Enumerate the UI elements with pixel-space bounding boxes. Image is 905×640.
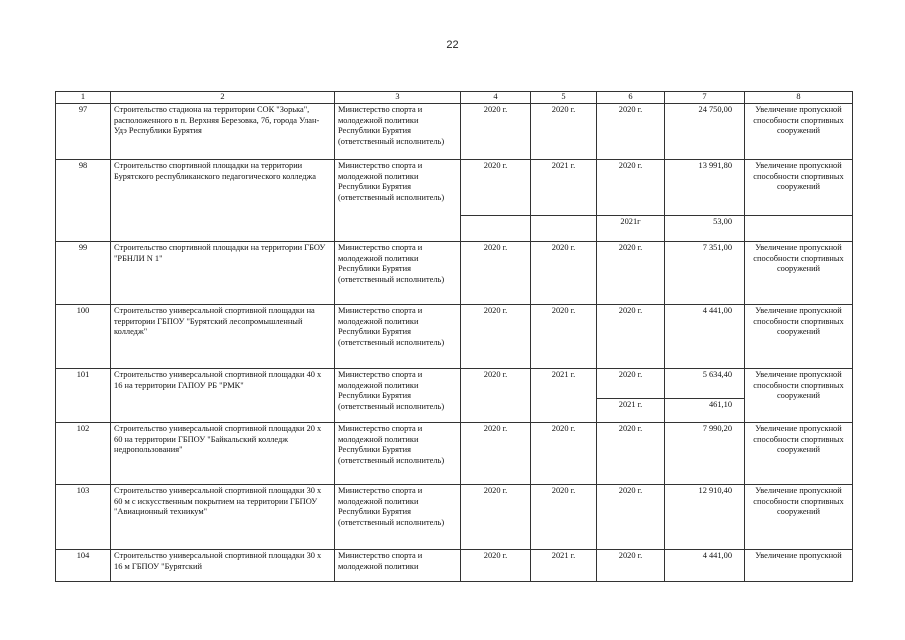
row-number: 98 [56,160,111,242]
funding-year: 2021г [597,216,665,242]
project-name: Строительство стадиона на территории СОК "Зорька", расположенного в п. Верхняя Березовка, 7б, города Улан-Удэ Республики Бурятия [111,104,335,160]
table-row [56,369,853,399]
row-number: 103 [56,485,111,550]
project-name: Строительство универсальной спортивной площадки 30 х 60 м с искусственным покрытием на территории ГБПОУ "Авиационный техникум" [111,485,335,550]
expected-result-empty [745,216,853,242]
header-col-2: 2 [111,92,335,104]
project-name: Строительство универсальной спортивной площадки 40 х 16 на территории ГАПОУ РБ "РМК" [111,369,335,423]
table-row [56,485,853,550]
end-year: 2020 г. [531,305,597,369]
expected-result: Увеличение пропускной [745,550,853,582]
executor: Министерство спорта и молодежной политики Республики Бурятия (ответственный исполнитель) [335,242,461,305]
funding-amount: 4 441,00 [665,305,745,369]
executor: Министерство спорта и молодежной политики Республики Бурятия (ответственный исполнитель) [335,369,461,423]
funding-year: 2020 г. [597,369,665,399]
funding-amount: 5 634,40 [665,369,745,399]
row-number: 102 [56,423,111,485]
header-col-1: 1 [56,92,111,104]
table-row [56,423,853,485]
row-number: 101 [56,369,111,423]
table-row [56,242,853,305]
program-table [55,91,853,582]
end-year: 2020 г. [531,242,597,305]
row-number: 104 [56,550,111,582]
project-name: Строительство спортивной площадки на территории Бурятского республиканского педагогического колледжа [111,160,335,242]
project-name: Строительство универсальной спортивной площадки 30 х 16 м ГБПОУ "Бурятский [111,550,335,582]
start-year: 2020 г. [461,242,531,305]
start-year: 2020 г. [461,423,531,485]
executor: Министерство спорта и молодежной политики Республики Бурятия (ответственный исполнитель) [335,305,461,369]
table-row [56,305,853,369]
funding-amount: 24 750,00 [665,104,745,160]
funding-amount: 13 991,80 [665,160,745,216]
expected-result: Увеличение пропускной способности спортивных сооружений [745,369,853,423]
header-row [56,92,853,104]
expected-result: Увеличение пропускной способности спортивных сооружений [745,160,853,216]
header-col-6: 6 [597,92,665,104]
start-year: 2020 г. [461,369,531,423]
end-year: 2020 г. [531,485,597,550]
executor: Министерство спорта и молодежной политики Республики Бурятия (ответственный исполнитель) [335,485,461,550]
executor: Министерство спорта и молодежной политики Республики Бурятия (ответственный исполнитель) [335,160,461,242]
start-year: 2020 г. [461,104,531,160]
project-name: Строительство универсальной спортивной площадки на территории ГБПОУ "Бурятский лесопромышленный колледж" [111,305,335,369]
expected-result: Увеличение пропускной способности спортивных сооружений [745,104,853,160]
header-col-4: 4 [461,92,531,104]
row-number: 97 [56,104,111,160]
funding-amount: 7 990,20 [665,423,745,485]
project-name: Строительство универсальной спортивной площадки 20 х 60 на территории ГБПОУ "Байкальский колледж недропользования" [111,423,335,485]
start-year: 2020 г. [461,550,531,582]
project-name: Строительство спортивной площадки на территории ГБОУ "РБНЛИ N 1" [111,242,335,305]
funding-year: 2021 г. [597,399,665,423]
funding-amount: 7 351,00 [665,242,745,305]
funding-amount: 53,00 [665,216,745,242]
funding-year: 2020 г. [597,242,665,305]
funding-amount: 12 910,40 [665,485,745,550]
table-row [56,550,853,582]
expected-result: Увеличение пропускной способности спортивных сооружений [745,423,853,485]
end-year: 2020 г. [531,423,597,485]
row-number: 100 [56,305,111,369]
end-year: 2021 г. [531,369,597,423]
funding-amount: 4 441,00 [665,550,745,582]
table-row [56,104,853,160]
funding-year: 2020 г. [597,305,665,369]
end-year-empty [531,216,597,242]
header-col-8: 8 [745,92,853,104]
executor: Министерство спорта и молодежной политики Республики Бурятия (ответственный исполнитель) [335,423,461,485]
start-year-empty [461,216,531,242]
end-year: 2021 г. [531,160,597,216]
header-col-5: 5 [531,92,597,104]
header-col-3: 3 [335,92,461,104]
header-col-7: 7 [665,92,745,104]
end-year: 2021 г. [531,550,597,582]
funding-year: 2020 г. [597,550,665,582]
expected-result: Увеличение пропускной способности спортивных сооружений [745,485,853,550]
start-year: 2020 г. [461,485,531,550]
funding-year: 2020 г. [597,104,665,160]
funding-year: 2020 г. [597,160,665,216]
row-number: 99 [56,242,111,305]
start-year: 2020 г. [461,160,531,216]
executor: Министерство спорта и молодежной политики [335,550,461,582]
funding-year: 2020 г. [597,485,665,550]
table-row [56,160,853,216]
funding-year: 2020 г. [597,423,665,485]
expected-result: Увеличение пропускной способности спортивных сооружений [745,305,853,369]
executor: Министерство спорта и молодежной политики Республики Бурятия (ответственный исполнитель) [335,104,461,160]
end-year: 2020 г. [531,104,597,160]
expected-result: Увеличение пропускной способности спортивных сооружений [745,242,853,305]
funding-amount: 461,10 [665,399,745,423]
start-year: 2020 г. [461,305,531,369]
page-number: 22 [446,39,459,51]
